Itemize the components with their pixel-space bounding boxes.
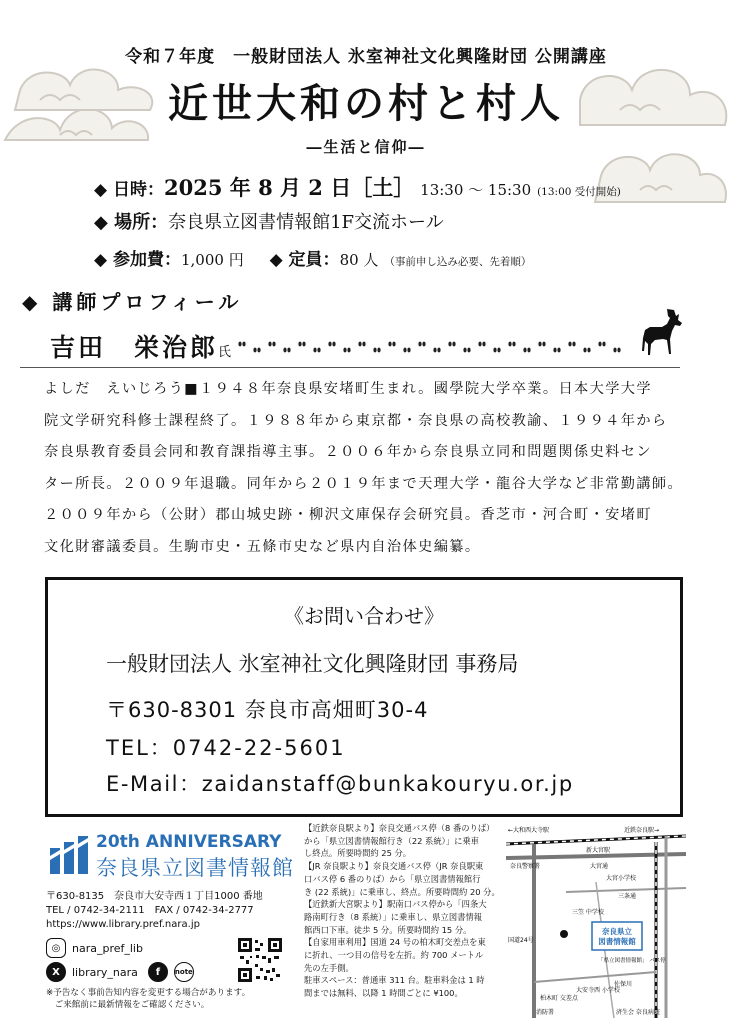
speaker-name: 吉田 栄治郎	[50, 333, 219, 362]
page-title: 近世大和の村と村人	[168, 80, 564, 127]
footprint	[613, 348, 616, 353]
notice-line: ご来館前に最新情報をご確認ください。	[46, 1000, 210, 1010]
map-label: 「県立図書情報館」 バス停	[598, 958, 666, 964]
capacity-label: ◆ 定員：	[269, 250, 340, 270]
footprint	[373, 348, 376, 353]
date-row	[94, 172, 621, 202]
bio-divider	[20, 367, 680, 368]
footprint	[388, 342, 391, 347]
footprint	[542, 342, 545, 347]
map-label: 新大宮駅	[586, 847, 611, 854]
qr-code[interactable]	[238, 938, 282, 982]
footprint	[332, 342, 335, 347]
map-label: 国道24号	[508, 937, 534, 944]
fee-label: ◆ 参加費：	[94, 250, 181, 270]
capacity-note: （事前申し込み必要、先着順）	[384, 256, 532, 268]
footprint	[422, 342, 425, 347]
map-label: 大宮通	[590, 863, 609, 870]
footprint	[527, 348, 530, 353]
place-label: ◆ 場所：	[94, 212, 169, 233]
footprint	[568, 342, 571, 347]
footprint	[482, 342, 485, 347]
library-logo-icon	[46, 834, 92, 880]
contact-phone: TEL：0742-22-5601	[106, 736, 346, 760]
map-label: 三条通	[618, 893, 637, 900]
footprint	[268, 342, 271, 347]
footprint	[257, 348, 260, 353]
footprint	[553, 348, 556, 353]
footprint	[467, 348, 470, 353]
footprint	[328, 342, 331, 347]
access-line: 間までは無料、以降 1 時間ごとに ¥100。	[304, 988, 463, 999]
access-line: 館西口下車。徒歩 5 分。所要時間約 15 分。	[304, 924, 472, 935]
footprint	[392, 342, 395, 347]
x-handle[interactable]: library_nara	[72, 965, 138, 979]
map-label: 済生会 奈良病院	[616, 1009, 660, 1016]
footprint	[478, 342, 481, 347]
speaker-name-row	[50, 328, 231, 364]
footprint	[493, 348, 496, 353]
footprint	[418, 342, 421, 347]
contact-box	[45, 577, 683, 817]
time-value: 13:30 ～ 15:30	[420, 181, 532, 199]
access-directions	[304, 822, 500, 1000]
contact-address: 〒630-8301 奈良市高畑町30-4	[106, 698, 429, 722]
footprint	[377, 348, 380, 353]
footprint	[253, 348, 256, 353]
deer-footprints-decoration	[238, 338, 638, 358]
footprint	[362, 342, 365, 347]
footprint	[557, 348, 560, 353]
footprint	[463, 348, 466, 353]
date-value: 2025 年 8 月 2 日［土］	[164, 175, 415, 200]
footprint	[238, 342, 241, 347]
library-address	[46, 890, 263, 932]
library-name: 奈良県立図書情報館	[96, 856, 294, 880]
speaker-bio	[44, 374, 692, 563]
notice-line: ※予告なく事前告知内容を変更する場合があります。	[46, 988, 251, 998]
footprint	[497, 348, 500, 353]
notice	[46, 987, 250, 1011]
map-label: 消防署	[536, 1009, 555, 1016]
map-label: 佐保川	[614, 981, 633, 988]
footprint	[343, 348, 346, 353]
fee-value: 1,000 円	[181, 251, 244, 269]
note-icon[interactable]: note	[174, 962, 194, 982]
contact-title: 《お問い合わせ》	[284, 604, 444, 628]
map-label: 大安寺西 小学校	[576, 987, 620, 994]
footprint	[287, 348, 290, 353]
access-line: に折れ、一つ目の信号を左折。約 700 メートル	[304, 950, 484, 961]
access-line: 路南町行き（8 系統）」に乗車し、県立図書情報	[304, 911, 483, 922]
facebook-icon[interactable]: f	[148, 962, 168, 982]
footprint	[572, 342, 575, 347]
library-url[interactable]: https://www.library.pref.nara.jp	[46, 919, 200, 930]
footprint	[313, 348, 316, 353]
deer-silhouette-icon	[640, 308, 686, 356]
map-label: 大宮小学校	[606, 875, 637, 882]
footprint	[407, 348, 410, 353]
access-line: し終点。所要時間約 25 分。	[304, 848, 412, 859]
footprint	[437, 348, 440, 353]
social-row-2	[46, 962, 194, 982]
footprint	[512, 342, 515, 347]
time-note: (13:00 受付開始)	[537, 186, 621, 198]
access-line: 先の左手側。	[304, 962, 354, 973]
instagram-handle[interactable]: nara_pref_lib	[72, 941, 143, 955]
footprint	[452, 342, 455, 347]
access-line: 【自家用車利用】国道 24 号の柏木町交差点を東	[304, 937, 486, 948]
footprint	[283, 348, 286, 353]
map-label: 近鉄奈良駅→	[624, 827, 660, 834]
footprint	[298, 342, 301, 347]
bio-line: ２００９年から（公財）郡山城史跡・柳沢文庫保存会研究員。香芝市・河合町・安堵町	[44, 507, 652, 523]
footprint	[538, 342, 541, 347]
map-label: 三笠 中学校	[572, 909, 604, 916]
footprint	[602, 342, 605, 347]
footprint	[508, 342, 511, 347]
contact-email[interactable]: E-Mail：zaidanstaff@bunkakouryu.or.jp	[106, 772, 574, 796]
bio-line: 文化財審議委員。生駒市史・五條市史など県内自治体史編纂。	[44, 538, 481, 555]
footprint	[317, 348, 320, 353]
map-location-pin-icon	[560, 930, 568, 938]
map-label: ←大和西大寺駅	[508, 827, 550, 834]
footprint	[433, 348, 436, 353]
page-subtitle: ―生活と信仰―	[306, 138, 426, 156]
access-line: 【近鉄新大宮駅より】駅南口バス停から「四条大	[304, 899, 487, 910]
anniversary-label: 20th ANNIVERSARY	[96, 832, 282, 852]
x-icon: X	[46, 962, 66, 982]
instagram-row[interactable]	[46, 938, 143, 958]
library-address-line: 〒630-8135 奈良市大安寺西１丁目1000 番地	[46, 891, 263, 902]
access-map	[506, 822, 686, 1018]
date-label: ◆ 日時：	[94, 180, 164, 200]
profile-heading: ◆ 講師プロフィール	[22, 290, 243, 314]
footprint	[403, 348, 406, 353]
bio-line: 奈良県教育委員会同和教育課指導主事。２００６年から奈良県立同和問題関係史料セン	[44, 444, 652, 460]
access-line: き (22 系統)」に乗車し、終点。所要時間約 20 分。	[304, 886, 500, 897]
bio-line: 院文学研究科修士課程終了。１９８８年から東京都・奈良県の高校教諭、１９９４年から	[44, 412, 668, 429]
access-line: 【JR 奈良駅より】奈良交通バス停（JR 奈良駅東	[304, 861, 484, 872]
instagram-icon: ◎	[46, 938, 66, 958]
map-library-label: 奈良県立図書情報館	[598, 927, 636, 946]
footprint	[598, 342, 601, 347]
footprint	[448, 342, 451, 347]
footprint	[617, 348, 620, 353]
place-value: 奈良県立図書情報館1F交流ホール	[168, 212, 444, 233]
access-line: から「県立図書情報館行き（22 系統）」に乗車	[304, 835, 479, 846]
organizer-line: 令和７年度 一般財団法人 氷室神社文化興隆財団 公開講座	[125, 47, 607, 67]
footprint	[272, 342, 275, 347]
footprint	[583, 348, 586, 353]
footprint	[347, 348, 350, 353]
speaker-honorific: 氏	[218, 345, 232, 360]
contact-organization: 一般財団法人 氷室神社文化興隆財団 事務局	[106, 652, 519, 676]
footprint	[587, 348, 590, 353]
map-label: 柏木町 交差点	[540, 995, 578, 1002]
footprint	[523, 348, 526, 353]
place-row	[94, 208, 444, 234]
access-line: 【近鉄奈良駅より】奈良交通バス停（8 番のりば）	[304, 823, 495, 833]
fee-row	[94, 245, 531, 270]
footprint	[302, 342, 305, 347]
access-line: 駐車スペース：普通車 311 台。駐車料金は 1 時	[304, 975, 485, 986]
map-label: 奈良警察署	[510, 863, 541, 870]
library-tel-fax: TEL / 0742-34-2111 FAX / 0742-34-2777	[46, 905, 254, 916]
footprint	[358, 342, 361, 347]
bio-line: ター所長。２００９年退職。同年から２０１９年まで天理大学・龍谷大学など非常勤講師。	[44, 475, 684, 492]
bio-line: よしだ えいじろう■１９４８年奈良県安堵町生まれ。國學院大学卒業。日本大学大学	[44, 381, 652, 397]
access-line: 口バス停 6 番のりば）から「県立図書情報館行	[304, 873, 481, 884]
capacity-value: 80 人	[339, 251, 379, 269]
footprint	[242, 342, 245, 347]
